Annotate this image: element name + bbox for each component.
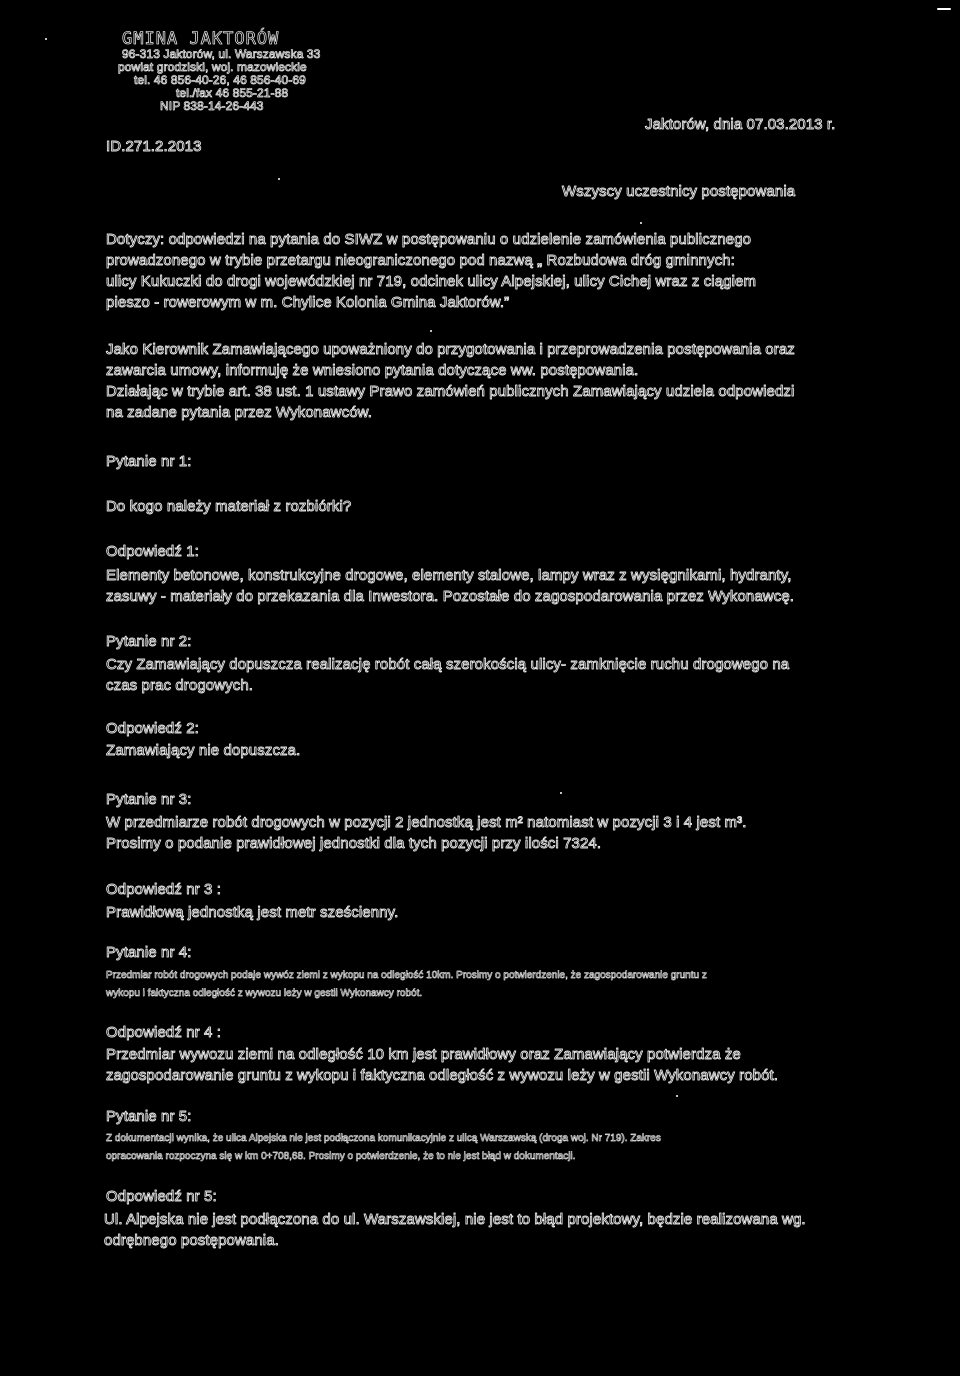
answer-text: Przedmiar wywozu ziemi na odległość 10 km jest prawidłowy oraz Zamawiający potwierdza że (106, 1046, 741, 1063)
subject-line: prowadzonego w trybie przetargu nieograniczonego pod nazwą „ Rozbudowa dróg gminnych: (106, 252, 735, 269)
subject-line: pieszo - rowerowym w m. Chylice Kolonia Gmina Jaktorów.” (106, 294, 510, 311)
place-date: Jaktorów, dnia 07.03.2013 r. (645, 116, 836, 133)
answer-label: Odpowiedź 2: (106, 720, 199, 737)
question-text: czas prac drogowych. (106, 677, 254, 694)
scan-speck (640, 222, 642, 224)
recipient: Wszyscy uczestnicy postępowania (562, 183, 796, 200)
intro-line: zawarcia umowy, informuję że wniesiono pytania dotyczące ww. postępowania. (106, 362, 639, 379)
intro-line: Działając w trybie art. 38 ust. 1 ustawy Prawo zamówień publicznych Zamawiający udziela odpowiedzi (106, 383, 795, 400)
answer-text: zagospodarowanie gruntu z wykopu i faktyczna odległość z wywozu leży w gestii Wykonawcy robót. (106, 1067, 779, 1084)
answer-label: Odpowiedź 1: (106, 543, 199, 560)
question-label: Pytanie nr 3: (106, 791, 192, 808)
address-line: tel./fax 46 855-21-88 (176, 86, 289, 100)
question-text: wykopu i faktyczna odległość z wywozu leży w gestii Wykonawcy robót. (106, 988, 423, 999)
intro-line: Jako Kierownik Zamawiającego upoważniony do przygotowania i przeprowadzenia postępowania oraz (106, 341, 795, 358)
org-name: GMINA JAKTORÓW (122, 29, 280, 49)
intro-line: na zadane pytania przez Wykonawców. (106, 404, 373, 421)
reference-number: ID.271.2.2013 (106, 138, 202, 155)
scan-speck (937, 8, 951, 10)
answer-label: Odpowiedź nr 4 : (106, 1024, 221, 1041)
subject-line: ulicy Kukuczki do drogi wojewódzkiej nr 719, odcinek ulicy Alpejskiej, ulicy Cichej wraz z ciągiem (106, 273, 757, 290)
answer-text: Ul. Alpejska nie jest podłączona do ul. Warszawskiej, nie jest to błąd projektowy, będzie realizowana wg. (104, 1211, 806, 1228)
scan-speck (430, 330, 432, 332)
scan-speck (560, 792, 562, 794)
question-text: Przedmiar robót drogowych podaje wywóz ziemi z wykopu na odległość 10km. Prosimy o potwierdzenie, że zagospodarowanie gruntu z (106, 970, 707, 981)
address-line: tel. 46 856-40-26, 46 856-40-69 (134, 73, 306, 87)
question-text: Z dokumentacji wynika, że ulica Alpejska nie jest podłączona komunikacyjnie z ulicą Warszawską (droga woj. Nr 719). Zakres (106, 1133, 661, 1144)
answer-text: Zamawiający nie dopuszcza. (106, 742, 301, 759)
subject-line: Dotyczy: odpowiedzi na pytania do SIWZ w postępowaniu o udzielenie zamówienia publicznego (106, 231, 752, 248)
question-label: Pytanie nr 4: (106, 944, 192, 961)
scan-speck (278, 178, 280, 180)
answer-text: Prawidłową jednostką jest metr sześcienny. (106, 904, 399, 921)
answer-label: Odpowiedź nr 5: (106, 1188, 217, 1205)
question-text: Prosimy o podanie prawidłowej jednostki dla tych pozycji przy ilości 7324. (106, 835, 602, 852)
question-label: Pytanie nr 1: (106, 453, 192, 470)
address-line: 96-313 Jaktorów, ul. Warszawska 33 (122, 47, 321, 61)
question-text: opracowania rozpoczyna się w km 0+708,68. Prosimy o potwierdzenie, że to nie jest błąd w dokumentacji. (106, 1151, 576, 1162)
answer-label: Odpowiedź nr 3 : (106, 881, 221, 898)
answer-text: zasuwy - materiały do przekazania dla Inwestora. Pozostałe do zagospodarowania przez Wykonawcę. (106, 588, 795, 605)
question-label: Pytanie nr 2: (106, 633, 192, 650)
scan-speck (45, 38, 47, 40)
question-text: W przedmiarze robót drogowych w pozycji 2 jednostką jest m² natomiast w pozycji 3 i 4 jest m³. (106, 814, 747, 831)
address-line: powiat grodziski, woj. mazowieckie (118, 60, 307, 74)
answer-text: Elementy betonowe, konstrukcyjne drogowe, elementy stalowe, lampy wraz z wysięgnikami, hydranty, (106, 567, 792, 584)
question-text: Do kogo należy materiał z rozbiórki? (106, 498, 352, 515)
address-line: NIP 838-14-26-443 (160, 99, 264, 113)
answer-text: odrębnego postępowania. (104, 1232, 279, 1249)
question-text: Czy Zamawiający dopuszcza realizację robót całą szerokością ulicy- zamknięcie ruchu drogowego na (106, 656, 790, 673)
scan-speck (676, 1095, 678, 1097)
question-label: Pytanie nr 5: (106, 1108, 192, 1125)
